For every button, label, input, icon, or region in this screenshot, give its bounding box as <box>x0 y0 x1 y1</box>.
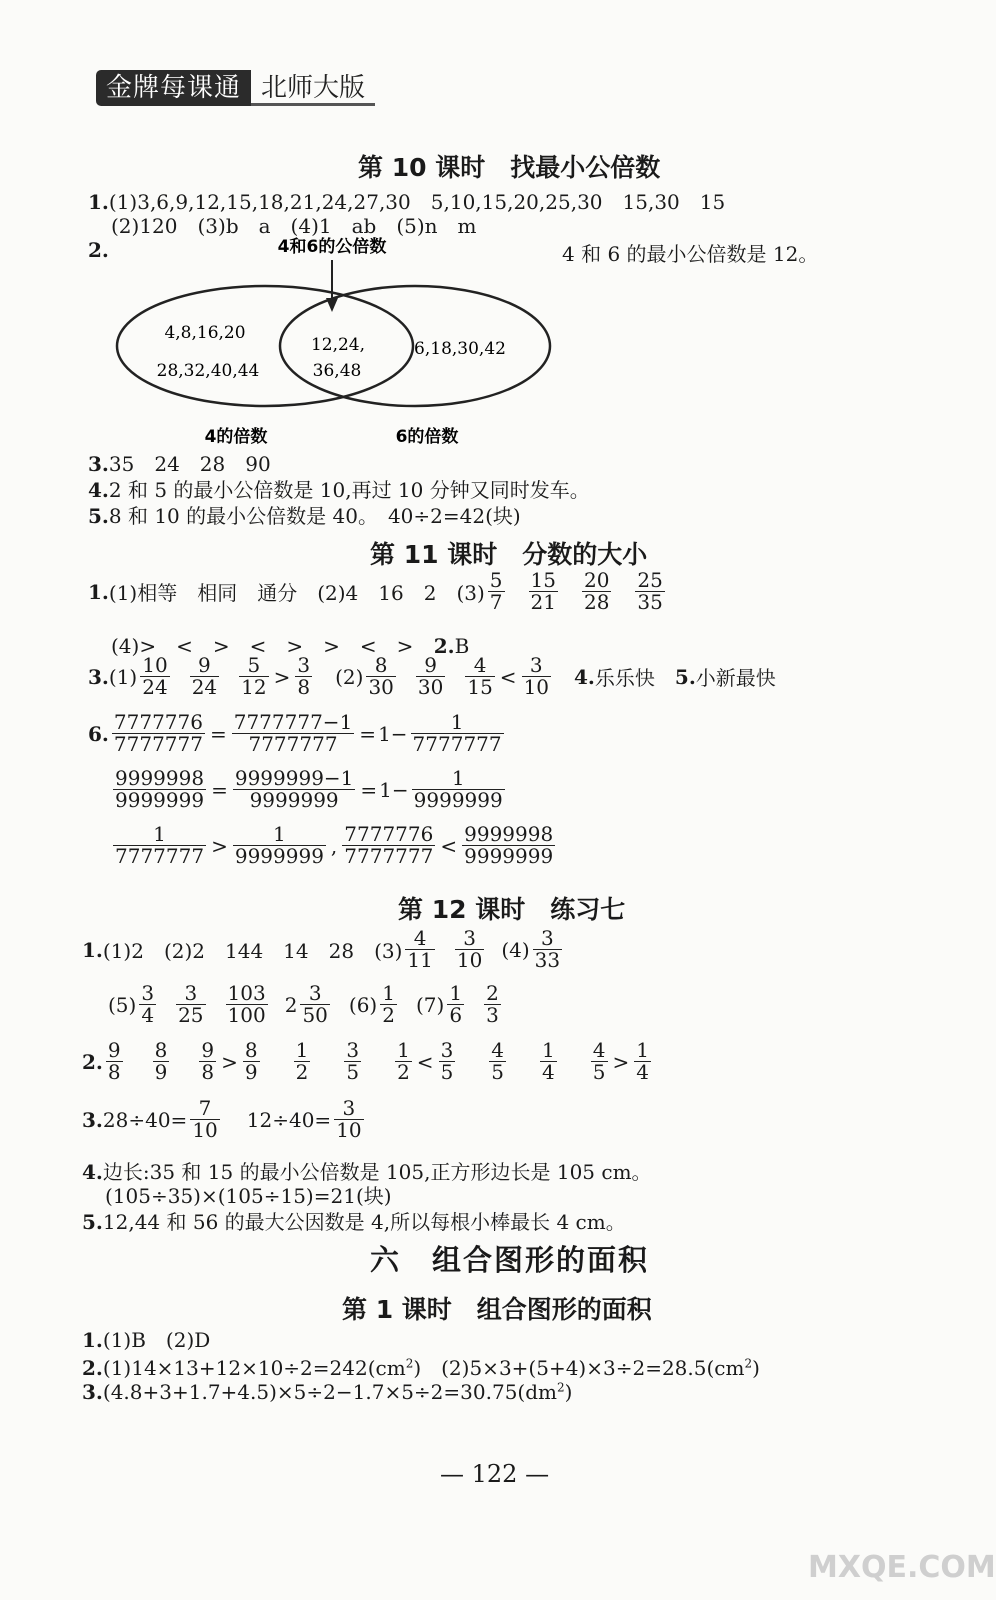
operator: > <box>612 1049 630 1074</box>
fraction: $\frac{1}{4}$ <box>542 1038 555 1084</box>
s12-q3: 3. 28÷40= $\frac{7}{10}$ 12÷40= $\frac{3}{10}$ <box>82 1096 362 1142</box>
fraction: $\frac{9}{30}$ <box>417 653 444 699</box>
answer-text: (1)2 (2)2 144 14 28 (3) <box>102 939 403 963</box>
item-number: 3. <box>82 1380 103 1404</box>
item-number: 2. <box>433 634 455 658</box>
fraction: $\frac{1}{2}$ <box>397 1038 410 1084</box>
fraction: $\frac{1}{4}$ <box>636 1038 649 1084</box>
lesson-11-title: 第 11 课时 分数的大小 <box>370 540 648 569</box>
arrow-head-icon <box>326 298 338 312</box>
item-number: 2. <box>88 238 109 262</box>
s11-q3 <box>88 655 776 698</box>
fraction: $\frac{3}{10}$ <box>456 926 483 972</box>
operator: , <box>330 833 338 858</box>
fraction: $\frac{5}{7}$ <box>489 568 503 614</box>
fraction: $\frac{5}{12}$ <box>241 653 267 699</box>
fraction: $\frac{3}{33}$ <box>534 926 561 972</box>
item-number: 2. <box>82 1049 103 1074</box>
s11-q6-row3 <box>110 824 558 867</box>
left-values-1: 4,8,16,20 <box>164 323 246 343</box>
venn-diagram <box>100 230 570 480</box>
header-banner <box>96 70 375 106</box>
item-number: 1. <box>88 190 109 214</box>
fraction: $\frac{15}{21}$ <box>530 568 556 614</box>
page-number: — 122 — <box>440 1460 550 1488</box>
answer-text: 35 24 28 90 <box>108 452 271 476</box>
item-number: 4. <box>88 478 109 502</box>
fraction: $\frac{1}{6}$ <box>449 981 463 1027</box>
multiples-of-4-ellipse <box>117 286 413 406</box>
operator: > <box>211 833 228 858</box>
s12-q1-line2: (5) $\frac{3}{4}$ $\frac{3}{25}$ $\frac{103}{100}$ 2 $\frac{3}{50}$ (6) $\frac{1}{2}$ (7) $\frac{1}{6}$ $\frac{2}{3}$ <box>108 981 499 1027</box>
fraction: $\frac{4}{15}$ <box>467 653 493 699</box>
fraction: $\frac{1}{9999999}$ <box>413 766 503 812</box>
fraction: $\frac{25}{35}$ <box>637 568 663 614</box>
fraction: $\frac{7777777-1}{7777777}$ <box>233 710 353 756</box>
item-number: 4. <box>574 664 595 689</box>
item-number: 2. <box>82 1356 103 1380</box>
lesson-12-title: 第 12 课时 练习七 <box>398 895 626 924</box>
item-number: 3. <box>88 664 109 689</box>
fraction: $\frac{1}{2}$ <box>382 981 395 1027</box>
part-label: (2) <box>335 664 364 689</box>
fraction: $\frac{1}{9999999}$ <box>234 822 324 868</box>
chapter-6-title: 六 组合图形的面积 <box>370 1243 650 1277</box>
fraction: $\frac{1}{2}$ <box>295 1038 309 1084</box>
fraction: $\frac{9}{8}$ <box>107 1038 121 1084</box>
fraction: $\frac{3}{5}$ <box>346 1038 360 1084</box>
item-number: 3. <box>88 452 109 476</box>
operator: > <box>273 664 291 689</box>
fraction: $\frac{3}{5}$ <box>440 1038 454 1084</box>
fraction: $\frac{4}{5}$ <box>592 1038 606 1084</box>
fraction: $\frac{9999999-1}{9999999}$ <box>234 766 354 812</box>
edition-name: 北师大版 <box>251 70 375 106</box>
item-number: 1. <box>88 579 109 604</box>
answer-text: 8 和 10 的最小公倍数是 40。 40÷2=42(块) <box>108 504 521 528</box>
fraction: $\frac{9}{24}$ <box>191 653 218 699</box>
fraction: $\frac{3}{10}$ <box>523 653 550 699</box>
item-number: 4. <box>82 1160 103 1184</box>
item-number: 5. <box>82 1210 103 1234</box>
answer-text: 乐乐快 <box>594 666 655 690</box>
fraction: $\frac{3}{4}$ <box>141 981 155 1027</box>
s10-q1-line2: (2)120 (3)b a (4)1 ab (5)n m <box>111 214 477 238</box>
fraction: $\frac{4}{11}$ <box>407 926 433 972</box>
common-multiples-label: 4和6的公倍数 <box>277 237 387 257</box>
common-values-2: 36,48 <box>312 361 362 381</box>
operator: < <box>499 664 517 689</box>
fraction: $\frac{20}{28}$ <box>583 568 610 614</box>
item-number: 3. <box>82 1107 103 1132</box>
s10-q2-answer: 4 和 6 的最小公倍数是 12。 <box>562 242 819 266</box>
fraction: $\frac{7777776}{7777777}$ <box>113 710 203 756</box>
operator: > <box>221 1049 238 1074</box>
s10-q5 <box>88 500 521 529</box>
s12-q2 <box>82 1040 654 1083</box>
item-number: 5. <box>674 664 696 689</box>
fraction: $\frac{8}{30}$ <box>368 653 394 699</box>
fraction: $\frac{8}{9}$ <box>244 1038 258 1084</box>
c6-q2: $2.(1)14\times 13+12\times 10\div 2=242(cm^2)$ $(2)5\times 3+(5+4)\times 3\div 2=28.5(cm^2)$ <box>82 1356 760 1380</box>
s11-q6-row2: $\frac{9999998}{9999999}$ = $\frac{9999999-1}{9999999}$ = 1− $\frac{1}{9999999}$ <box>115 766 503 812</box>
lesson-10-title: 第 10 课时 找最小公倍数 <box>358 153 661 182</box>
answer-text: (1)3,6,9,12,15,18,21,24,27,30 5,10,15,20,25,30 15,30 15 <box>108 190 726 214</box>
left-caption: 4的倍数 <box>204 427 268 447</box>
fraction: $\frac{9999998}{9999999}$ <box>115 766 205 812</box>
part-label: (1) <box>108 664 138 689</box>
answer-text: (4)> < > < > > < > <box>111 634 414 658</box>
answer-text: B <box>454 634 470 658</box>
item-number: 6. <box>88 721 109 746</box>
item-number: 1. <box>82 1328 103 1352</box>
fraction: $\frac{7777776}{7777777}$ <box>344 822 434 868</box>
s12-q4-line1: 4.边长:35 和 15 的最小公倍数是 105,正方形边长是 105 cm。 <box>82 1160 652 1184</box>
operator: = <box>209 721 227 746</box>
fraction: $\frac{8}{9}$ <box>154 1038 168 1084</box>
series-name: 金牌每课通 <box>96 70 251 106</box>
s11-q1-line1 <box>88 570 668 613</box>
answer-text: 小新最快 <box>695 666 776 690</box>
fraction: $\frac{7}{10}$ <box>192 1096 218 1142</box>
fraction: $\frac{3}{50}$ <box>302 981 328 1027</box>
operator: = <box>211 777 228 802</box>
left-values-2: 28,32,40,44 <box>156 361 260 381</box>
c6-q1: 1.(1)B (2)D <box>82 1328 211 1352</box>
s12-q4-line2: (105÷35)×(105÷15)=21(块) <box>105 1184 392 1208</box>
fraction: $\frac{9}{8}$ <box>201 1038 215 1084</box>
fraction: $\frac{3}{8}$ <box>297 653 311 699</box>
answer-text: 2 和 5 的最小公倍数是 10,再过 10 分钟又同时发车。 <box>108 478 590 502</box>
fraction: $\frac{3}{10}$ <box>336 1096 362 1142</box>
s12-q5: 5.12,44 和 56 的最大公因数是 4,所以每根小棒最长 4 cm。 <box>82 1210 626 1234</box>
operator: < <box>440 833 458 858</box>
s10-q4 <box>88 474 590 503</box>
fraction: $\frac{103}{100}$ <box>227 981 266 1027</box>
right-values: 6,18,30,42 <box>414 339 506 359</box>
c6-q3: $3.(4.8+3+1.7+4.5)\times 5\div 2-1.7\times 5\div 2=30.75(dm^2)$ <box>82 1380 573 1404</box>
operator: < <box>416 1049 434 1074</box>
operator: = <box>359 721 377 746</box>
common-values-1: 12,24, <box>310 335 366 355</box>
fraction: $\frac{1}{7777777}$ <box>412 710 502 756</box>
fraction: $\frac{9999998}{9999999}$ <box>464 822 554 868</box>
chapter-6-lesson-1-title: 第 1 课时 组合图形的面积 <box>342 1295 652 1324</box>
right-caption: 6的倍数 <box>395 427 459 447</box>
answer-text: (1)相等 相同 通分 (2)4 16 2 (3) <box>108 581 485 605</box>
fraction: $\frac{1}{7777777}$ <box>115 822 205 868</box>
s11-q6-row1: 6. $\frac{7777776}{7777777}$ = $\frac{7777777-1}{7777777}$ = 1− $\frac{1}{7777777}$ <box>88 710 502 756</box>
fraction: $\frac{10}{24}$ <box>142 653 168 699</box>
s12-q1-line1: 1. (1)2 (2)2 144 14 28 (3) $\frac{4}{11}$ $\frac{3}{10}$ (4) $\frac{3}{33}$ <box>82 926 561 972</box>
fraction: $\frac{3}{25}$ <box>178 981 204 1027</box>
operator: = <box>360 777 378 802</box>
fraction: $\frac{4}{5}$ <box>491 1038 505 1084</box>
item-number: 1. <box>82 937 103 962</box>
s10-q3 <box>88 448 271 477</box>
fraction: $\frac{2}{3}$ <box>486 981 499 1027</box>
item-number: 5. <box>88 504 109 528</box>
watermark: MXQE.COM <box>808 1550 996 1585</box>
